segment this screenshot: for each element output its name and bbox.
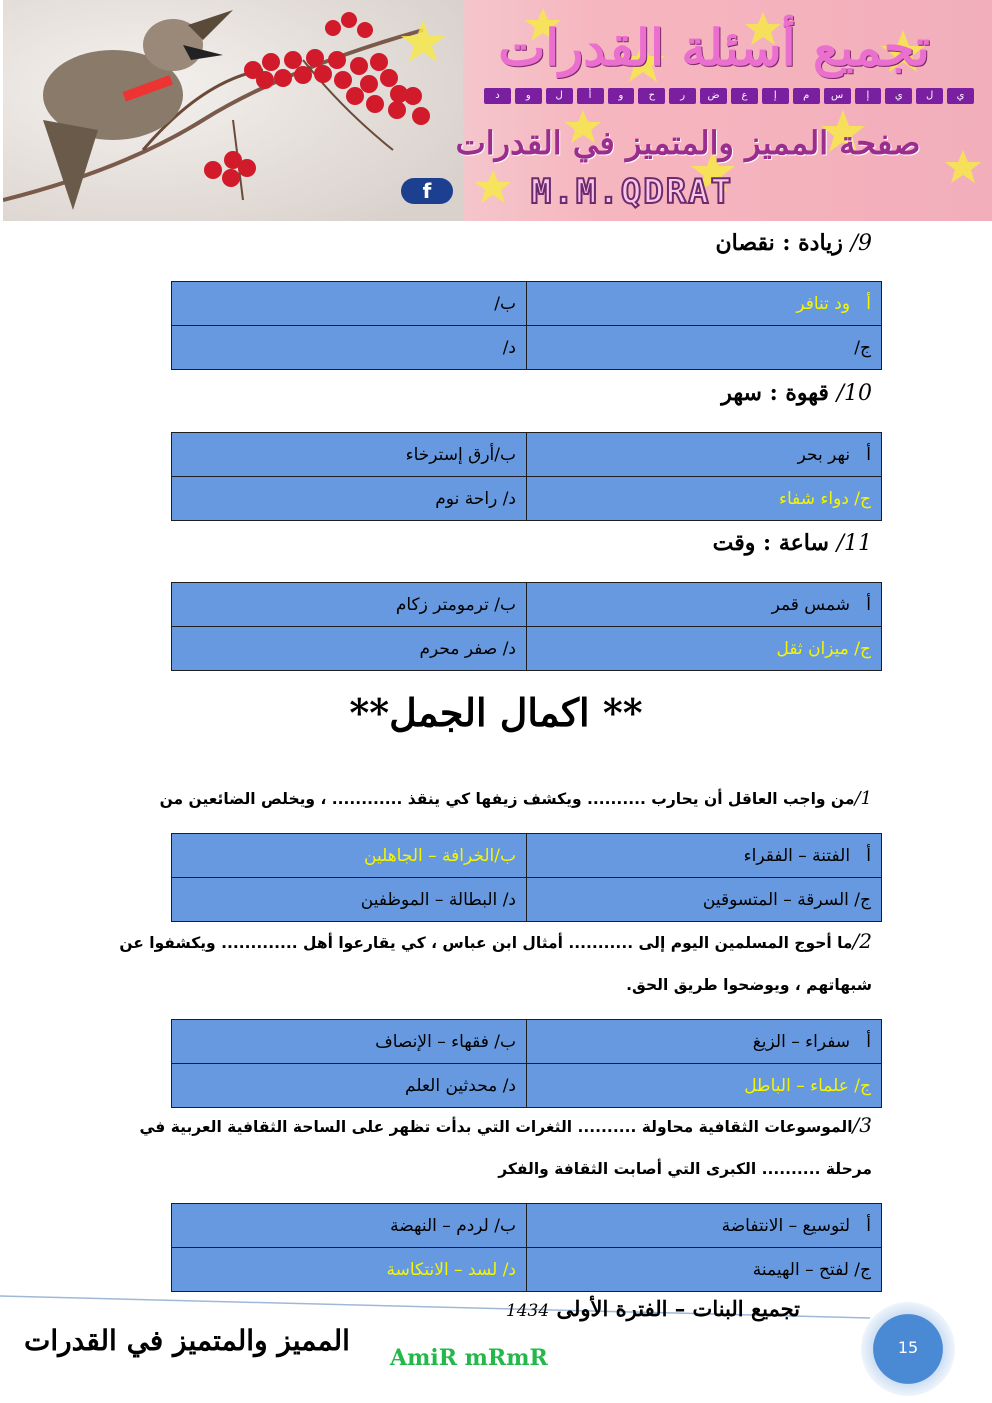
question-number: 10/ <box>836 381 872 406</box>
option-b <box>172 1020 527 1064</box>
option-text: لردم – النهضة <box>390 1215 489 1236</box>
option-text: ترمومتر زكام <box>395 594 489 615</box>
strip-letter: و <box>515 88 542 104</box>
option-a <box>527 1020 882 1064</box>
option-label: ب/ <box>494 444 516 465</box>
option-label: د/ <box>502 889 516 910</box>
strip-letter: س <box>824 88 851 104</box>
banner-subtitle: صفحة المميز والمتميز في القدرات <box>455 124 921 162</box>
options-table <box>171 432 882 521</box>
option-c <box>527 1064 882 1108</box>
option-c <box>527 878 882 922</box>
option-label: أ <box>866 845 871 866</box>
sentence-question <box>112 1104 872 1190</box>
question-number: 2/ <box>852 929 872 953</box>
option-b <box>172 834 527 878</box>
option-text: ود تنافر <box>796 293 851 314</box>
option-text: لفتح – الهيمنة <box>752 1259 849 1280</box>
footer-brand: المميز والمتميز في القدرات <box>24 1324 350 1357</box>
option-a <box>527 834 882 878</box>
option-d <box>172 477 527 521</box>
strip-letter: ر <box>669 88 696 104</box>
option-c <box>527 477 882 521</box>
option-label: أ <box>866 594 871 615</box>
option-text: شمس قمر <box>771 594 851 615</box>
options-table <box>171 1019 882 1108</box>
option-d <box>172 326 527 370</box>
option-c <box>527 1248 882 1292</box>
option-a <box>527 583 882 627</box>
strip-letter: أ <box>577 88 604 104</box>
footer-period-text: تجميع البنات – الفترة الأولى <box>556 1296 800 1321</box>
option-text: محدثين العلم <box>405 1075 498 1096</box>
option-label: ب/ <box>494 1031 516 1052</box>
option-b <box>172 282 527 326</box>
options-table <box>171 582 882 671</box>
option-b <box>172 583 527 627</box>
facebook-icon: f <box>401 178 453 204</box>
option-a <box>527 282 882 326</box>
strip-letter: د <box>484 88 511 104</box>
option-text: السرقة – المتسوقين <box>702 889 849 910</box>
option-text: لسد – الانتكاسة <box>386 1259 498 1280</box>
option-text: سفراء – الزيغ <box>752 1031 851 1052</box>
option-label: د/ <box>502 488 516 509</box>
option-label: د/ <box>502 1075 516 1096</box>
question-number: 11/ <box>836 531 872 556</box>
option-d <box>172 1248 527 1292</box>
options-table <box>171 833 882 922</box>
option-c <box>527 326 882 370</box>
option-text: علماء – الباطل <box>744 1075 849 1096</box>
option-text: فقهاء – الإنصاف <box>375 1031 489 1052</box>
strip-letter: ض <box>700 88 727 104</box>
strip-letter: ل <box>546 88 573 104</box>
option-text: صفر محرم <box>419 638 498 659</box>
strip-letter: و <box>608 88 635 104</box>
sentence-text: من واجب العاقل أن يحارب .......... ويكشف زيفها كي ينقذ ............ ، ويخلص الضائعين من <box>159 790 855 808</box>
option-text: الفتنة – الفقراء <box>743 845 851 866</box>
option-label: ج/ <box>854 638 871 659</box>
option-label: أ <box>866 1031 871 1052</box>
option-text: ميزان ثقل <box>776 638 849 659</box>
option-text: نهر بحر <box>797 444 851 465</box>
strip-letter: ع <box>731 88 758 104</box>
question-number: 3/ <box>852 1113 872 1137</box>
strip-letter: إ <box>855 88 882 104</box>
question-prompt: ساعة : وقت <box>712 530 829 556</box>
option-label: د/ <box>502 1259 516 1280</box>
option-label: أ <box>866 1215 871 1236</box>
page-number: 15 <box>897 1338 919 1357</box>
question-heading <box>716 230 873 256</box>
strip-letter: إ <box>762 88 789 104</box>
header-banner <box>3 0 992 221</box>
option-text: لتوسيع – الانتفاضة <box>721 1215 851 1236</box>
option-label: ج/ <box>854 337 871 358</box>
sentence-text: الموسوعات الثقافية محاولة .......... الثغرات التي بدأت تظهر على الساحة الثقافية العربية في مرحلة .......... الكبرى التي أصابت الثقافة والفكر <box>139 1118 872 1178</box>
option-d <box>172 878 527 922</box>
option-label: ب/ <box>494 293 516 314</box>
strip-letter: م <box>793 88 820 104</box>
section-title: ** اكمال الجمل** <box>349 690 643 735</box>
option-label: ب/ <box>494 845 516 866</box>
question-number: 9/ <box>850 231 872 256</box>
option-text: راحة نوم <box>435 488 498 509</box>
question-number: 1/ <box>854 788 872 809</box>
footer-period <box>440 1296 800 1321</box>
option-label: ب/ <box>494 594 516 615</box>
option-label: د/ <box>502 638 516 659</box>
sentence-question <box>112 920 872 1006</box>
option-a <box>527 433 882 477</box>
option-label: ج/ <box>854 889 871 910</box>
option-text: دواء شفاء <box>778 488 849 509</box>
question-heading <box>713 530 872 556</box>
banner-handle: M.M.QDRAT <box>530 172 734 212</box>
option-label: ب/ <box>494 1215 516 1236</box>
option-text: الخرافة – الجاهلين <box>364 845 495 866</box>
option-text: البطالة – الموظفين <box>360 889 498 910</box>
option-label: أ <box>866 293 871 314</box>
footer-signature: AmiR mRmR <box>390 1345 548 1371</box>
strip-letter: ي <box>885 88 912 104</box>
option-label: ج/ <box>854 1259 871 1280</box>
options-table <box>171 281 882 370</box>
strip-letter: ح <box>638 88 665 104</box>
option-d <box>172 1064 527 1108</box>
footer-year: 1434 <box>505 1301 550 1321</box>
option-label: أ <box>866 444 871 465</box>
question-heading <box>721 380 872 406</box>
option-a <box>527 1204 882 1248</box>
option-c <box>527 627 882 671</box>
question-prompt: قهوة : سهر <box>721 380 829 406</box>
question-prompt: زيادة : نقصان <box>715 230 843 256</box>
option-text: أرق إسترخاء <box>405 444 495 465</box>
option-label: ج/ <box>854 488 871 509</box>
option-d <box>172 627 527 671</box>
option-label: د/ <box>502 337 516 358</box>
options-table <box>171 1203 882 1292</box>
strip-letter: ي <box>947 88 974 104</box>
sentence-text: ما أحوج المسلمين اليوم إلى ........... أمثال ابن عباس ، كي يقارعوا أهل ............. ويكشفوا عن شبهاتهم ، ويوضحوا طريق الحق. <box>119 934 872 994</box>
page-number-badge <box>861 1302 955 1396</box>
strip-letter: ل <box>916 88 943 104</box>
option-label: ج/ <box>854 1075 871 1096</box>
banner-letter-strip <box>484 88 974 104</box>
option-b <box>172 433 527 477</box>
option-b <box>172 1204 527 1248</box>
banner-title: تجميع أسئلة القدرات <box>498 18 930 77</box>
